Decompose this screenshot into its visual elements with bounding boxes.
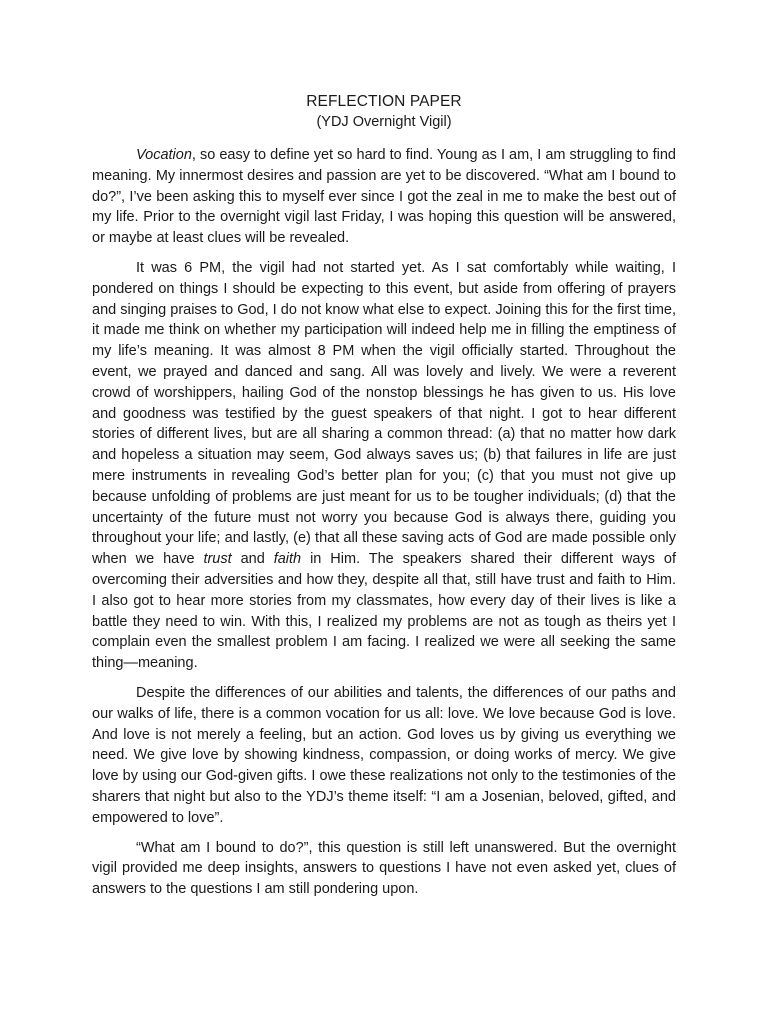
emphasis-faith: faith — [273, 551, 302, 568]
paragraph-2 — [92, 258, 676, 674]
paragraph-3: Despite the differences of our abilities and talents, the differences of our paths and our walks of life, there is a common vocation for us all: love. We love because God is love. And love is not merely a feeling, but an action. God loves us by giving us everything we need. We give love by showing kindness, compassion, or doing works of mercy. We give love by using our God-given gifts. I owe these realizations not only to the testimonies of the sharers that night but also to the YDJ’s theme itself: “I am a Josenian, beloved, gifted, and empowered to love”. — [92, 684, 676, 826]
document-title: REFLECTION PAPER — [306, 93, 462, 110]
paragraph-4: “What am I bound to do?”, this question is still left unanswered. But the overnight vigil provided me deep insights, answers to questions I have not even asked yet, clues of answers to the questions I am still pondering upon. — [92, 839, 676, 898]
paragraph-1-text: , so easy to define yet so hard to find. Young as I am, I am struggling to find meaning. My innermost desires and passion are yet to be discovered. “What am I bound to do?”, I’ve been asking this to myself ever since I got the zeal in me to make the best out of my life. Prior to the overnight vigil last Friday, I was hoping this question will be answered, or maybe at least clues will be revealed. — [92, 147, 676, 247]
emphasis-vocation: Vocation — [136, 147, 192, 163]
paragraph-1 — [92, 145, 676, 249]
document-subtitle: (YDJ Overnight Vigil) — [316, 114, 452, 130]
emphasis-trust: trust — [203, 551, 232, 568]
paragraph-2-text-c: in Him. The speakers shared their different ways of overcoming their adversities and how they, despite all that, still have trust and faith to Him. I also got to hear more stories from my classmates, how every day of their lives is like a battle they need to win. With this, I realized my problems are not as tough as theirs yet I complain even the smallest problem I am facing. I realized we were all seeking the same thing—meaning. — [92, 551, 676, 672]
document-body — [92, 92, 676, 909]
paragraph-2-text-b: and — [231, 551, 274, 568]
paragraph-2-text-a: It was 6 PM, the vigil had not started yet. As I sat comfortably while waiting, I pondered on things I should be expecting to this event, but aside from offering of prayers and singing praises to God, I do not know what else to expect. Joining this for the first time, it made me think on whether my participation will indeed help me in filling the emptiness of my life’s meaning. It was almost 8 PM when the vigil officially started. Throughout the event, we prayed and danced and sang. All was lovely and lively. We were a reverent crowd of worshippers, hailing God of the nonstop blessings he has given to us. His love and goodness was testified by the guest speakers of that night. I got to hear different stories of different lives, but are all sharing a common thread: (a) that no matter how dark and hopeless a situation may seem, God always saves us; (b) that failures in life are just mere instruments in revealing God’s better plan for you; (c) that you must not give up because unfolding of problems are just meant for us to be tougher individuals; (d) that the uncertainty of the future must not worry you because God is always there, guiding you throughout your life; and lastly, (e) that all these saving acts of God are made possible only when we have — [92, 259, 676, 568]
